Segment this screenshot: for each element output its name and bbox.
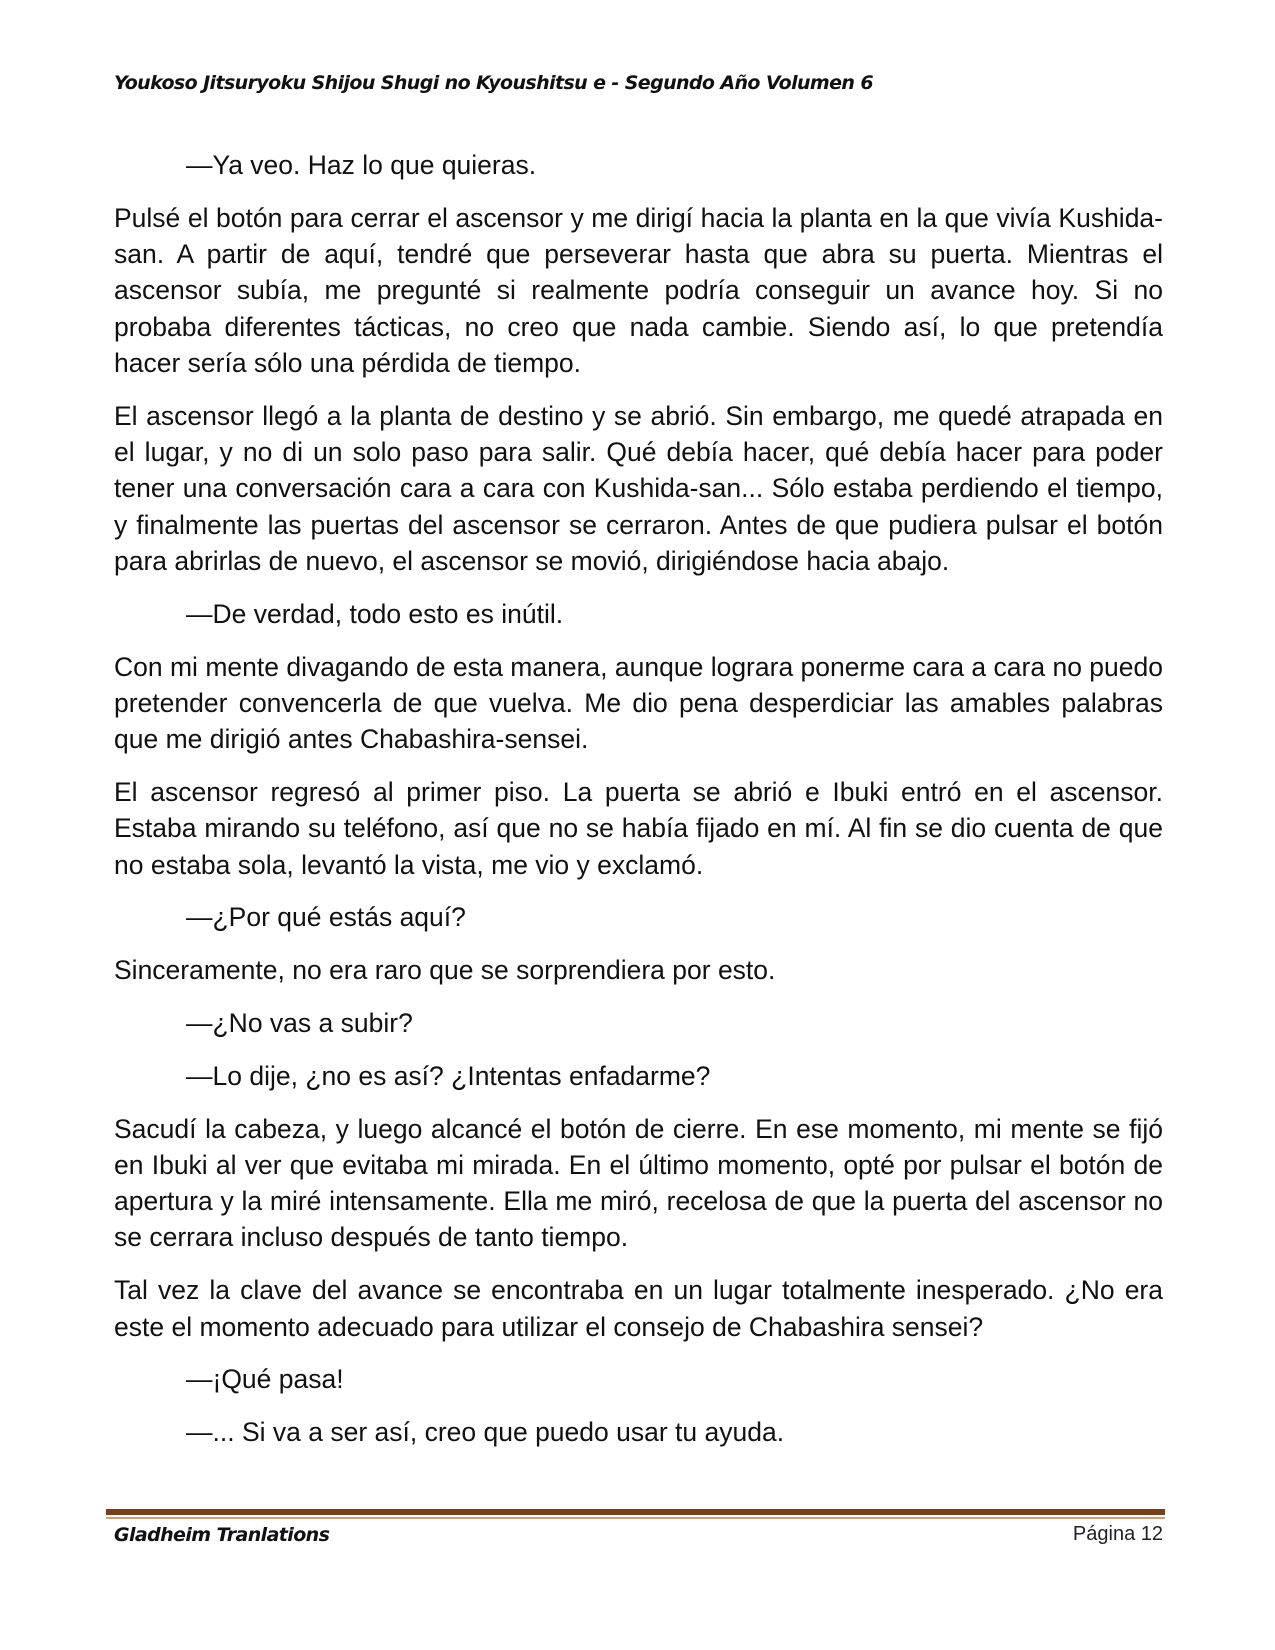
dialogue-paragraph: —De verdad, todo esto es inútil. xyxy=(186,598,564,629)
narration-paragraph: El ascensor regresó al primer piso. La puerta se abrió e Ibuki entró en el ascensor. Estaba mirando su teléfono, así que no se había fijado en mí. Al fin se dio cuenta de que no estaba sola, levantó la vista, me vio y exclamó. xyxy=(114,776,1163,880)
dialogue-paragraph: —Ya veo. Haz lo que quieras. xyxy=(186,150,537,180)
narration-paragraph: Tal vez la clave del avance se encontraba en un lugar totalmente inesperado. ¿No era este el momento adecuado para utilizar el consejo de Chabashira sensei? xyxy=(114,1275,1163,1342)
narration-paragraph: Con mi mente divagando de esta manera, aunque lograra ponerme cara a cara no puedo pretender convencerla de que vuelva. Me dio pena desperdiciar las amables palabras que me dirigió antes Chabashira-sensei. xyxy=(114,651,1163,755)
footer-rule xyxy=(106,1509,1165,1515)
footer-credit: Gladheim Tranlations xyxy=(114,1524,330,1546)
narration-paragraph: Sinceramente, no era raro que se sorprendiera por esto. xyxy=(114,955,776,986)
dialogue-paragraph: —Lo dije, ¿no es así? ¿Intentas enfadarme? xyxy=(186,1060,711,1091)
running-header: Youkoso Jitsuryoku Shijou Shugi no Kyoushitsu e - Segundo Año Volumen 6 xyxy=(114,72,873,94)
page-number: Página 12 xyxy=(1072,1523,1163,1545)
dialogue-paragraph: —¡Qué pasa! xyxy=(186,1364,344,1395)
footer-rule-thin xyxy=(106,1517,1165,1519)
dialogue-paragraph: —¿Por qué estás aquí? xyxy=(186,902,466,933)
narration-paragraph: Pulsé el botón para cerrar el ascensor y me dirigí hacia la planta en la que vivía Kushida-san. A partir de aquí, tendré que perseverar hasta que abra su puerta. Mientras el ascensor subía, me pregunté si realmente podría conseguir un avance hoy. Si no probaba diferentes tácticas, no creo que nada cambie. Siendo así, lo que pretendía hacer sería sólo una pérdida de tiempo. xyxy=(114,202,1163,378)
page-body xyxy=(114,147,1163,1467)
narration-paragraph: El ascensor llegó a la planta de destino y se abrió. Sin embargo, me quedé atrapada en el lugar, y no di un solo paso para salir. Qué debía hacer, qué debía hacer para poder tener una conversación cara a cara con Kushida-san... Sólo estaba perdiendo el tiempo, y finalmente las puertas del ascensor se cerraron. Antes de que pudiera pulsar el botón para abrirlas de nuevo, el ascensor se movió, dirigiéndose hacia abajo. xyxy=(114,400,1163,576)
narration-paragraph: Sacudí la cabeza, y luego alcancé el botón de cierre. En ese momento, mi mente se fijó en Ibuki al ver que evitaba mi mirada. En el último momento, opté por pulsar el botón de apertura y la miré intensamente. Ella me miró, recelosa de que la puerta del ascensor no se cerrara incluso después de tanto tiempo. xyxy=(114,1113,1163,1253)
dialogue-paragraph: —... Si va a ser así, creo que puedo usar tu ayuda. xyxy=(186,1417,785,1448)
dialogue-paragraph: —¿No vas a subir? xyxy=(186,1007,413,1038)
